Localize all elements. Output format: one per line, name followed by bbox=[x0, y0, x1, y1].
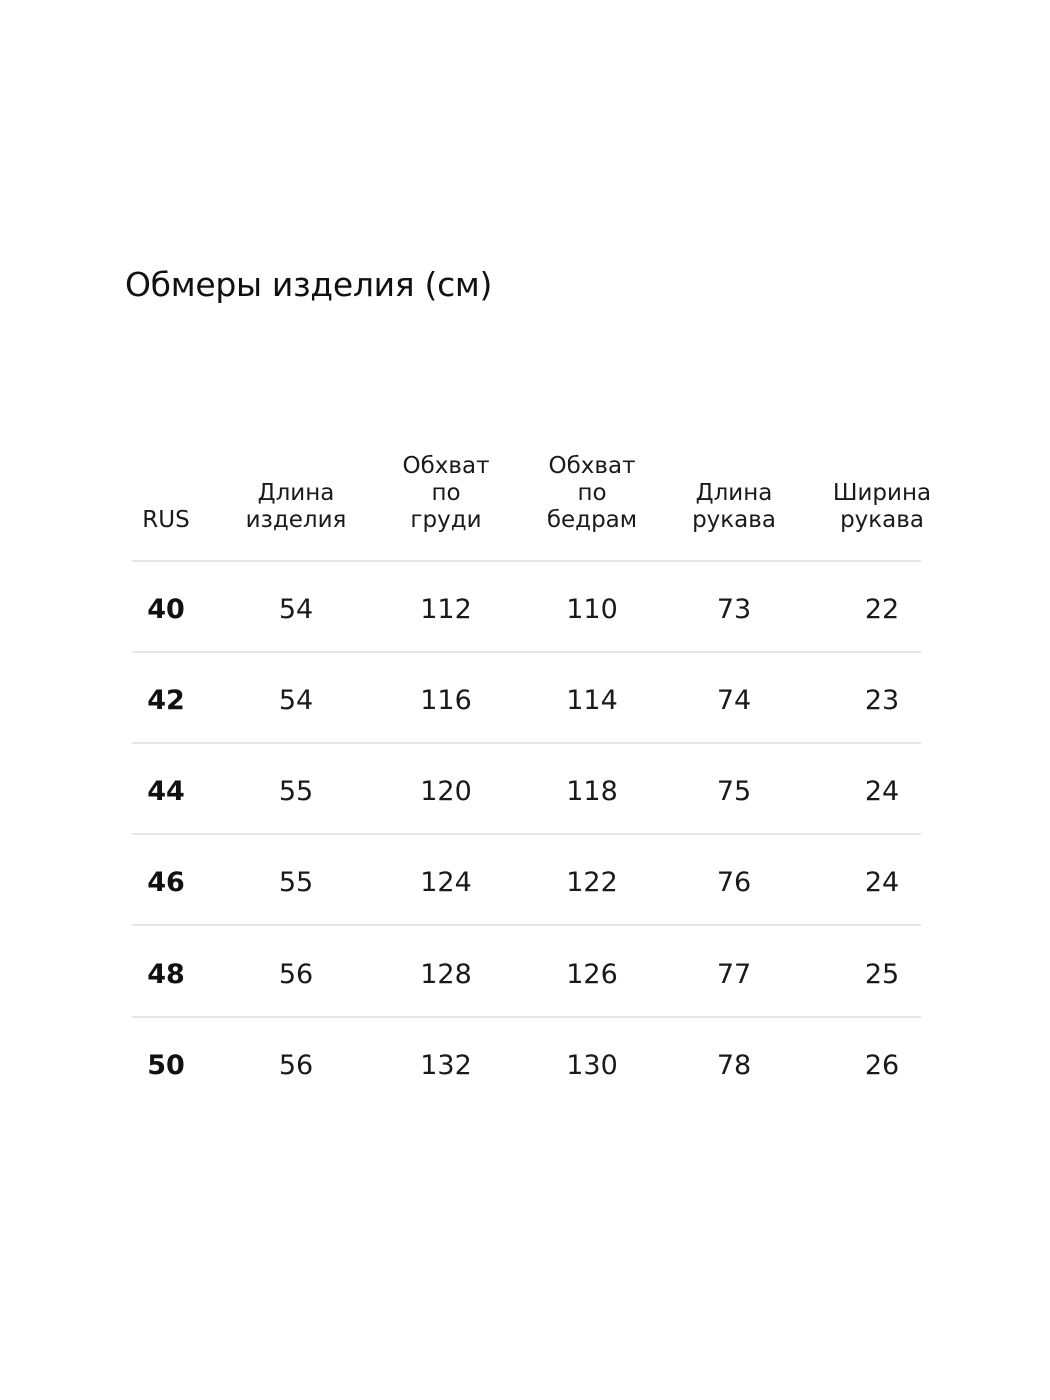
table-cell: 22 bbox=[864, 594, 900, 625]
table-row bbox=[0, 837, 1050, 928]
table-cell: 55 bbox=[278, 867, 314, 898]
table-cell: 110 bbox=[566, 594, 618, 625]
table-header bbox=[0, 452, 1050, 534]
divider bbox=[132, 833, 921, 835]
header-sleeve-length: Длина рукава bbox=[692, 480, 776, 533]
divider bbox=[132, 742, 921, 744]
table-cell: 118 bbox=[566, 776, 618, 807]
divider bbox=[132, 651, 921, 653]
table-cell: 122 bbox=[566, 867, 618, 898]
table-cell: 23 bbox=[864, 685, 900, 716]
size-cell: 40 bbox=[147, 594, 185, 625]
table-cell: 24 bbox=[864, 867, 900, 898]
table-cell: 54 bbox=[278, 685, 314, 716]
table-cell: 56 bbox=[278, 1050, 314, 1081]
table-cell: 75 bbox=[716, 776, 752, 807]
header-chest-girth: Обхват по груди bbox=[402, 453, 490, 533]
header-sleeve-width: Ширина рукава bbox=[832, 480, 932, 533]
size-cell: 48 bbox=[147, 959, 185, 990]
table-cell: 26 bbox=[864, 1050, 900, 1081]
divider bbox=[132, 924, 921, 926]
size-cell: 46 bbox=[147, 867, 185, 898]
size-cell: 50 bbox=[147, 1050, 185, 1081]
table-cell: 56 bbox=[278, 959, 314, 990]
header-hip-girth: Обхват по бедрам bbox=[546, 453, 638, 533]
table-cell: 128 bbox=[420, 959, 472, 990]
table-cell: 116 bbox=[420, 685, 472, 716]
table-cell: 74 bbox=[716, 685, 752, 716]
divider bbox=[132, 1016, 921, 1018]
table-cell: 112 bbox=[420, 594, 472, 625]
table-cell: 24 bbox=[864, 776, 900, 807]
table-cell: 78 bbox=[716, 1050, 752, 1081]
header-rus: RUS bbox=[142, 507, 190, 533]
table-cell: 124 bbox=[420, 867, 472, 898]
table-cell: 76 bbox=[716, 867, 752, 898]
table-row bbox=[0, 564, 1050, 655]
page-title: Обмеры изделия (см) bbox=[125, 265, 493, 304]
table-cell: 120 bbox=[420, 776, 472, 807]
table-cell: 77 bbox=[716, 959, 752, 990]
divider bbox=[132, 560, 921, 562]
table-row bbox=[0, 655, 1050, 746]
table-row bbox=[0, 929, 1050, 1020]
size-cell: 42 bbox=[147, 685, 185, 716]
table-row bbox=[0, 1020, 1050, 1111]
table-cell: 114 bbox=[566, 685, 618, 716]
table-row bbox=[0, 746, 1050, 837]
table-cell: 25 bbox=[864, 959, 900, 990]
table-cell: 55 bbox=[278, 776, 314, 807]
table-cell: 132 bbox=[420, 1050, 472, 1081]
table-cell: 130 bbox=[566, 1050, 618, 1081]
table-cell: 126 bbox=[566, 959, 618, 990]
table-cell: 54 bbox=[278, 594, 314, 625]
table-cell: 73 bbox=[716, 594, 752, 625]
header-item-length: Длина изделия bbox=[245, 480, 347, 533]
size-cell: 44 bbox=[147, 776, 185, 807]
